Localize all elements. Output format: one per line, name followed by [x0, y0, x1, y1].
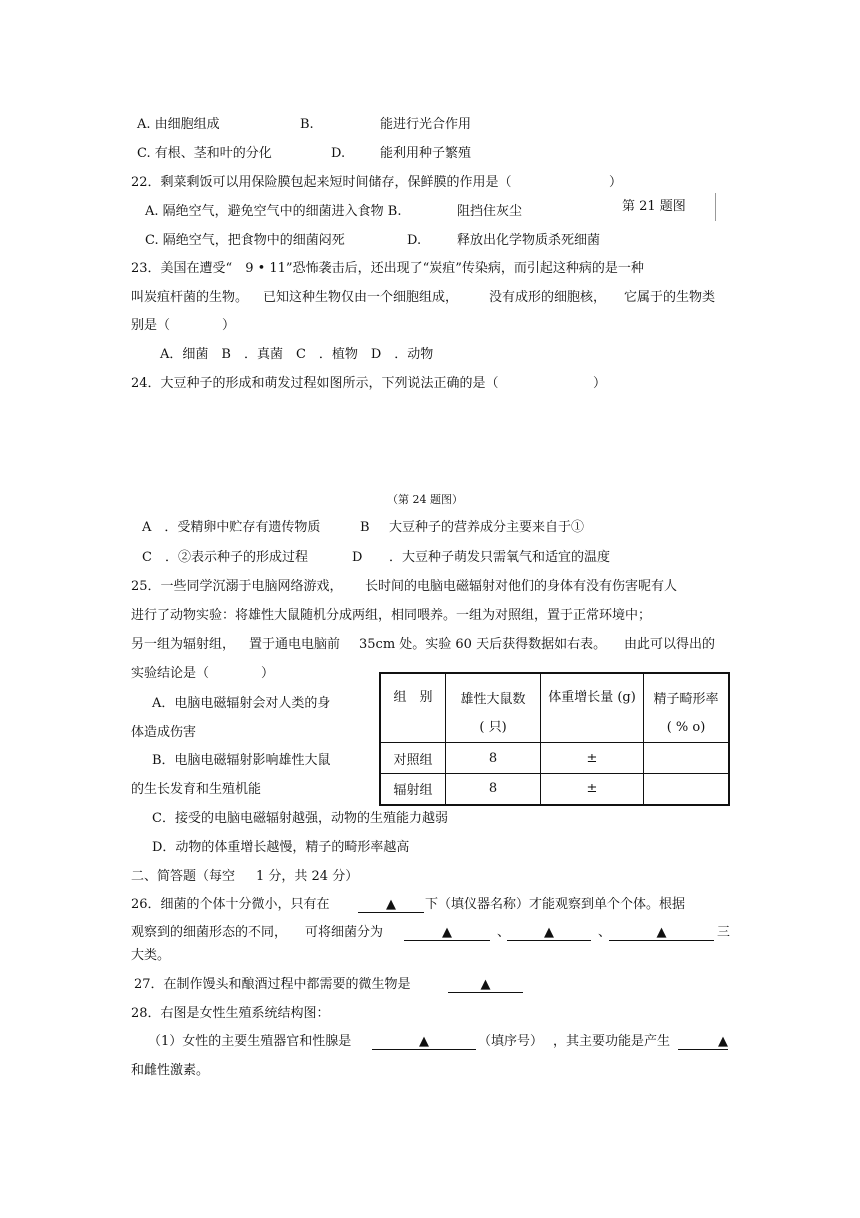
q26-line2-end: 三: [717, 925, 731, 940]
cell-rate: [644, 743, 730, 774]
header-rate: 精子畸形率 ( % o): [644, 673, 730, 743]
q21-option-d-letter: D.: [331, 146, 346, 161]
q26-sep-1: 、: [497, 925, 511, 940]
q26-line1-b: 下（填仪器名称）才能观察到单个个体。根据: [425, 897, 686, 912]
q26-blank-1[interactable]: ▲: [358, 897, 424, 913]
q24-option-d: ．大豆种子萌发只需氧气和适宜的温度: [389, 550, 611, 565]
q23-line1: 23．美国在遭受“ 9 • 11”恐怖袭击后，还出现了“炭疽”传染病，而引起这种病的是一种: [131, 261, 644, 276]
q23-line3: 别是（ ）: [131, 318, 236, 333]
q25-option-c: C．接受的电脑电磁辐射越强，动物的生殖能力越弱: [152, 811, 448, 826]
q22-stem: 22．剩菜剩饭可以用保险膜包起来短时间储存，保鲜膜的作用是（: [131, 175, 512, 190]
q26-line1-a: 26．细菌的个体十分微小，只有在: [131, 897, 330, 912]
cell-rate: [644, 774, 730, 805]
q28-stem: 28．右图是女性生殖系统结构图：: [131, 1006, 330, 1021]
q25-option-a-line1: A．电脑电磁辐射会对人类的身: [152, 696, 331, 711]
q28-sub2: 和雌性激素。: [131, 1063, 210, 1078]
table-row: [380, 774, 729, 805]
table-header-row: [380, 673, 729, 743]
q27-text: 27．在制作馒头和酿酒过程中都需要的微生物是: [134, 977, 411, 992]
q25-line3-a: 另一组为辐射组，: [131, 637, 236, 652]
cell-group: 对照组: [380, 743, 446, 774]
q24-option-a: A ．受精卵中贮存有遗传物质: [142, 520, 321, 535]
q25-line2: 进行了动物实验：将雄性大鼠随机分成两组，相同喂养。一组为对照组，置于正常环境中；: [131, 608, 652, 623]
section2-title-b: 1 分，共 24 分）: [256, 869, 359, 884]
q24-paren-close: ）: [593, 376, 607, 391]
q23-line2-a: 叫炭疽杆菌的生物。: [131, 290, 249, 305]
q23-line2-d: 它属于的生物类: [624, 290, 716, 305]
q26-line2-b: 可将细菌分为: [305, 925, 384, 940]
q26-blank-3[interactable]: ▲: [507, 925, 591, 941]
q27-blank[interactable]: ▲: [448, 977, 523, 993]
header-group: 组 别: [380, 673, 446, 743]
q22-option-d: 释放出化学物质杀死细菌: [457, 233, 601, 248]
q28-blank-2[interactable]: ▲: [678, 1034, 728, 1050]
q25-option-d: D．动物的体重增长越慢，精子的畸形率越高: [152, 840, 410, 855]
q25-line3-b: 置于通电电脑前: [249, 637, 341, 652]
table-row: [380, 743, 729, 774]
q24-figure-label: （第 24 题图）: [387, 493, 463, 506]
q24-option-d-letter: D: [352, 550, 363, 565]
header-weight: 体重增长量 (g): [541, 673, 644, 743]
cell-weight: ±: [541, 774, 644, 805]
q22-option-b: 阻挡住灰尘: [457, 204, 523, 219]
q26-blank-4[interactable]: ▲: [609, 925, 714, 941]
section2-title-a: 二、简答题（每空: [131, 869, 236, 884]
q21-figure-label: 第 21 题图: [622, 199, 686, 214]
q22-option-c: C. 隔绝空气，把食物中的细菌闷死: [145, 233, 345, 248]
q21-option-d: 能利用种子繁殖: [380, 146, 472, 161]
q24-option-b: 大豆种子的营养成分主要来自于①: [389, 520, 585, 535]
q23-line2-b: 已知这种生物仅由一个细胞组成，: [263, 290, 459, 305]
q23-options: A．细菌 B ．真菌 C ．植物 D ．动物: [160, 347, 434, 362]
q22-option-d-letter: D.: [407, 233, 422, 248]
q25-option-a-line2: 体造成伤害: [131, 725, 197, 740]
q26-line3: 大类。: [131, 948, 171, 963]
q28-blank-1[interactable]: ▲: [372, 1034, 476, 1050]
header-count: 雄性大鼠数 ( 只): [446, 673, 541, 743]
q21-option-b-letter: B.: [300, 117, 314, 132]
q25-line1-b: 长时间的电脑电磁辐射对他们的身体有没有伤害呢有人: [365, 579, 678, 594]
q21-option-b: 能进行光合作用: [380, 117, 472, 132]
q25-option-b-line1: B．电脑电磁辐射影响雄性大鼠: [152, 753, 331, 768]
q28-sub1-b: （填序号）: [478, 1034, 544, 1049]
q24-stem: 24．大豆种子的形成和萌发过程如图所示，下列说法正确的是（: [131, 376, 499, 391]
cell-weight: ±: [541, 743, 644, 774]
q28-sub1-a: （1）女性的主要生殖器官和性腺是: [148, 1034, 352, 1049]
q25-line3-c: 35cm 处。实验 60 天后获得数据如右表。: [359, 637, 607, 652]
q25-line4: 实验结论是（ ）: [131, 666, 275, 681]
q28-sub1-c: ，其主要功能是产生: [553, 1034, 671, 1049]
q21-option-c: C. 有根、茎和叶的分化: [137, 146, 272, 161]
cell-group: 辐射组: [380, 774, 446, 805]
q21-option-a: A. 由细胞组成: [137, 117, 220, 132]
q22-paren-close: ）: [609, 175, 623, 190]
q22-option-a: A. 隔绝空气，避免空气中的细菌进入食物 B.: [145, 204, 402, 219]
q25-option-b-line2: 的生长发育和生殖机能: [131, 782, 262, 797]
q24-option-c: C ．②表示种子的形成过程: [142, 550, 308, 565]
figure-divider: [715, 193, 716, 221]
experiment-table: [379, 672, 730, 806]
cell-count: 8: [446, 774, 541, 805]
q26-blank-2[interactable]: ▲: [404, 925, 490, 941]
q26-sep-2: 、: [598, 925, 612, 940]
q23-line2-c: 没有成形的细胞核，: [489, 290, 607, 305]
q25-line1-a: 25．一些同学沉溺于电脑网络游戏，: [131, 579, 343, 594]
cell-count: 8: [446, 743, 541, 774]
q24-option-b-letter: B: [360, 520, 370, 535]
q25-line3-d: 由此可以得出的: [624, 637, 716, 652]
q26-line2-a: 观察到的细菌形态的不同，: [131, 925, 288, 940]
